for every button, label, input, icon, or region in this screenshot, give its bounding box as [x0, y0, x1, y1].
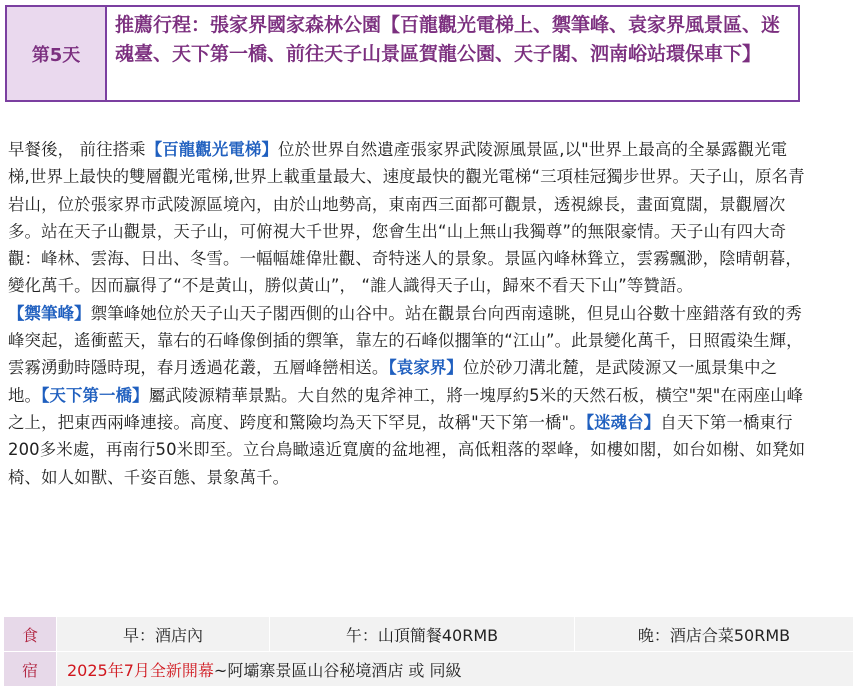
highlight-mihuntai: 【迷魂台】	[585, 412, 661, 432]
hotel-cell	[56, 652, 853, 686]
lunch-cell: 午：山頂簡餐40RMB	[269, 617, 574, 651]
text-segment: 位於世界自然遺產張家界武陵源風景區,以"世界上最高的全暴露觀光電梯,世界上最快的雙層觀光電梯,世界上載重量最大、速度最快的觀光電梯“三項桂冠獨步世界。天子山，原名青岩山，位於張家界市武陵源區境內，由於山地勢高，東南西三面都可觀景，透視線長，畫面寬闊，景觀層次多。站在天子山觀景，天子山，可俯視大千世界，您會生出“山上無山我獨尊”的無限豪情。天子山有四大奇觀：峰林、雲海、日出、冬雪。一幅幅雄偉壯觀、奇特迷人的景象。景區內峰林聳立，雲霧飄渺，陰晴朝暮，變化萬千。因而贏得了“不是黃山，勝似黃山”， “誰人識得天子山，歸來不看天下山”等贊語。	[8, 140, 805, 296]
meals-row	[4, 617, 853, 652]
text-segment: 早餐後， 前往搭乘	[8, 140, 146, 159]
hotel-label: 宿	[4, 652, 56, 686]
itinerary-title: 推薦行程：張家界國家森林公園【百龍觀光電梯上、禦筆峰、袁家界風景區、迷魂臺、天下第一橋、前往天子山景區賀龍公園、天子閣、泗南峪站環保車下】	[115, 14, 781, 65]
highlight-yubi: 【禦筆峰】	[8, 303, 91, 323]
highlight-elevator: 【百龍觀光電梯】	[145, 140, 279, 159]
day-header	[5, 5, 800, 102]
meals-label: 食	[4, 617, 56, 651]
day-label: 第5天	[7, 7, 107, 100]
text-segment: 自天下第一橋東行200多米處，再南行50米即至。立台鳥瞰遠近寬廣的盆地裡，高低粗落的翠峰，如樓如閣，如台如榭、如凳如椅、如人如獸、千姿百態、景象萬千。	[8, 412, 806, 487]
breakfast-cell: 早：酒店內	[56, 617, 269, 651]
hotel-opening-note: 2025年7月全新開幕	[67, 660, 214, 680]
text-segment: 位於砂刀溝北麓，是武陵源又一風景集中之地。	[8, 358, 778, 405]
dinner-cell: 晚：酒店合菜50RMB	[574, 617, 853, 651]
highlight-yuanjiajie: 【袁家界】	[388, 358, 463, 378]
text-segment: 屬武陵源精華景點。大自然的鬼斧神工，將一塊厚約5米的天然石板，橫空"架"在兩座山峰之上，把東西兩峰連接。高度、跨度和驚險均為天下罕見，故稱"天下第一橋"。	[8, 385, 804, 432]
itinerary-description	[8, 136, 808, 491]
highlight-bridge: 【天下第一橋】	[41, 385, 149, 405]
hotel-row	[4, 652, 853, 687]
text-segment: 禦筆峰她位於天子山天子閣西側的山谷中。站在觀景台向西南遠眺，但見山谷數十座錯落有致的秀峰突起，遙衝藍天，靠右的石峰像倒插的禦筆，靠左的石峰似擱筆的“江山”。此景變化萬千，日照霞染生輝，雲霧湧動時隱時現，春月透過花叢，五層峰巒相送。	[8, 303, 803, 378]
hotel-name: ~阿壩寨景區山谷秘境酒店 或 同級	[213, 660, 462, 680]
